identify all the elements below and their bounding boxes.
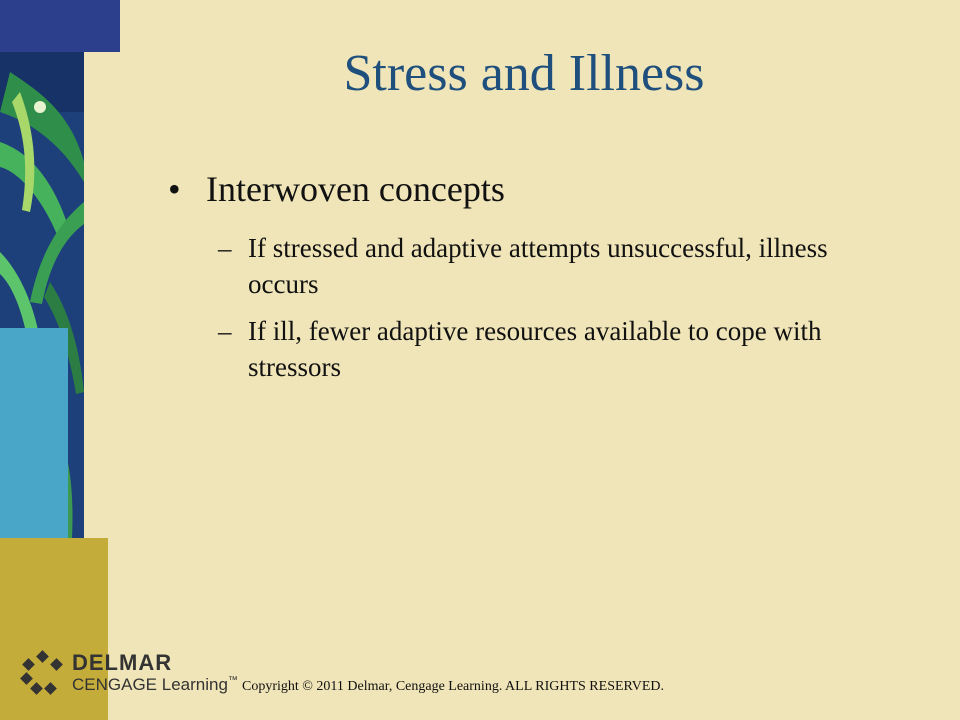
logo-delmar-text: DELMAR xyxy=(72,650,173,675)
logo-brand: CENGAGE Learning xyxy=(72,675,228,694)
bullet-icon: • xyxy=(168,169,181,209)
logo-tm: ™ xyxy=(227,675,238,686)
sub-bullet-2 xyxy=(218,313,888,385)
navy-accent-block xyxy=(0,0,120,52)
slide-title: Stress and Illness xyxy=(343,45,705,102)
main-bullet xyxy=(168,168,505,210)
dash-icon: – xyxy=(218,316,232,346)
sub-bullet-text: If stressed and adaptive attempts unsuccessful, illness occurs xyxy=(248,233,828,299)
delmar-logo-mark-icon xyxy=(20,650,66,696)
dash-icon: – xyxy=(218,233,232,263)
copyright-notice: Copyright © 2011 Delmar, Cengage Learning. ALL RIGHTS RESERVED. xyxy=(242,679,665,694)
main-bullet-text: Interwoven concepts xyxy=(206,169,505,209)
sub-bullet-text: If ill, fewer adaptive resources available to cope with stressors xyxy=(248,316,822,382)
logo-cengage-text xyxy=(72,675,238,695)
delmar-cengage-logo xyxy=(20,648,240,700)
blue-accent-block xyxy=(0,328,68,538)
sub-bullet-1 xyxy=(218,230,888,302)
